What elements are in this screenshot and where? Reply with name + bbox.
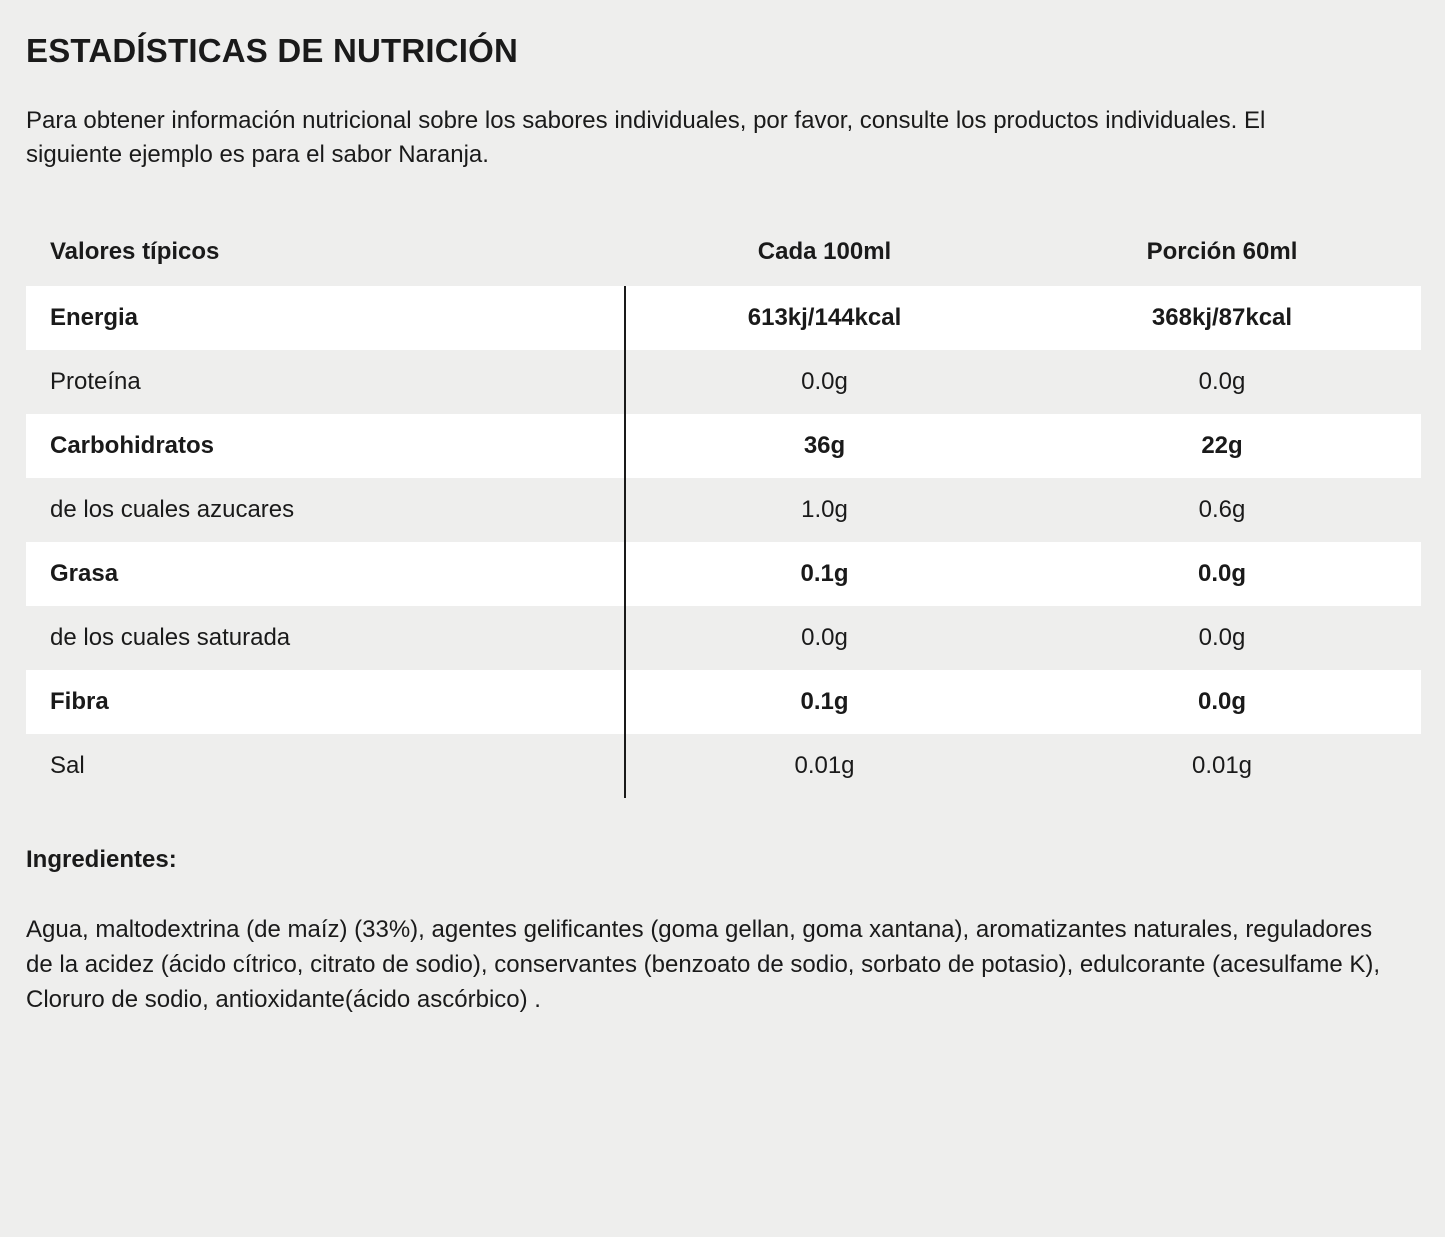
table-row [26,350,1421,414]
page-title: ESTADÍSTICAS DE NUTRICIÓN [26,32,519,69]
column-header-typical-values: Valores típicos [26,216,626,286]
table-row [26,478,1421,542]
ingredients-heading: Ingredientes: [26,846,177,874]
table-row [26,734,1421,798]
row-value-portion: 0.0g [1023,542,1421,606]
row-value-per-100ml: 36g [626,414,1023,478]
row-label: Grasa [26,542,626,606]
row-value-portion: 22g [1023,414,1421,478]
column-header-portion-60ml: Porción 60ml [1023,216,1421,286]
table-row [26,286,1421,350]
row-label: Proteína [26,350,626,414]
row-label: Sal [26,734,626,798]
table-row [26,606,1421,670]
row-value-portion: 0.01g [1023,734,1421,798]
table-row [26,670,1421,734]
ingredients-text: Agua, maltodextrina (de maíz) (33%), agentes gelificantes (goma gellan, goma xantana), aromatizantes naturales, reguladores de la acidez (ácido cítrico, citrato de sodio), conservantes (benzoato de sodio, sorbato de potasio), edulcorante (acesulfame K), Cloruro de sodio, antioxidante(ácido ascórbico) . [26,916,1381,1014]
row-value-per-100ml: 0.1g [626,542,1023,606]
row-value-per-100ml: 0.1g [626,670,1023,734]
nutrition-table [26,216,1421,798]
row-value-per-100ml: 0.0g [626,606,1023,670]
row-value-per-100ml: 613kj/144kcal [626,286,1023,350]
column-header-per-100ml: Cada 100ml [626,216,1023,286]
row-label: Carbohidratos [26,414,626,478]
table-body [26,286,1421,798]
row-value-portion: 0.0g [1023,670,1421,734]
row-value-portion: 368kj/87kcal [1023,286,1421,350]
row-label: Fibra [26,670,626,734]
row-value-per-100ml: 0.01g [626,734,1023,798]
row-value-portion: 0.0g [1023,350,1421,414]
row-value-portion: 0.6g [1023,478,1421,542]
intro-paragraph: Para obtener información nutricional sobre los sabores individuales, por favor, consulte los productos individuales. El siguiente ejemplo es para el sabor Naranja. [26,107,1266,169]
row-value-per-100ml: 1.0g [626,478,1023,542]
table-header [26,216,1421,286]
table-row [26,414,1421,478]
row-label: de los cuales saturada [26,606,626,670]
row-value-per-100ml: 0.0g [626,350,1023,414]
row-value-portion: 0.0g [1023,606,1421,670]
row-label: Energia [26,286,626,350]
table-row [26,542,1421,606]
row-label: de los cuales azucares [26,478,626,542]
table-header-row [26,216,1421,286]
